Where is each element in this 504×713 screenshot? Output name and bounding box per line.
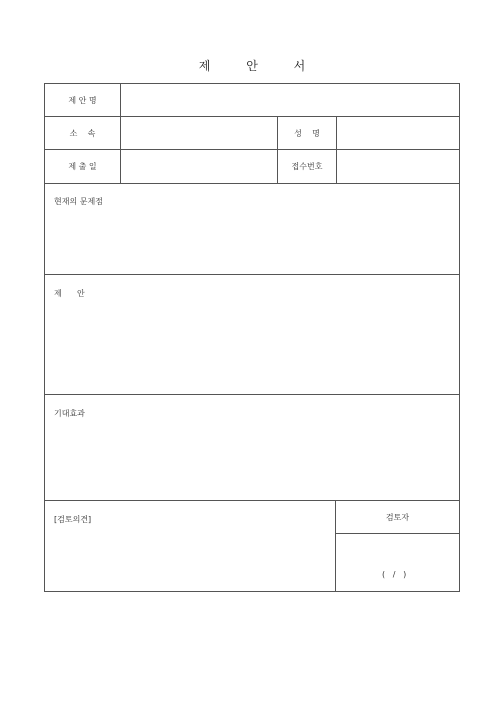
submit-date-field[interactable] — [120, 149, 278, 184]
dept-label-cell — [44, 116, 121, 150]
submit-date-label-cell — [44, 149, 121, 184]
receipt-no-label: 접수번호 — [291, 162, 323, 171]
reviewer-sign-field[interactable] — [335, 533, 460, 592]
name-field[interactable] — [336, 116, 460, 150]
problems-label: 현재의 문제점 — [54, 197, 103, 206]
dept-label: 소 속 — [69, 128, 96, 138]
effects-label: 기대효과 — [54, 409, 85, 418]
proposal-name-label-cell — [44, 83, 121, 117]
review-date-slash: ( / ) — [382, 570, 407, 579]
receipt-no-field[interactable] — [336, 149, 460, 184]
document-title — [0, 57, 504, 74]
name-label: 성 명 — [294, 128, 320, 138]
effects-section[interactable] — [44, 394, 460, 501]
submit-date-label: 제 출 일 — [68, 162, 97, 171]
title-char-1: 제 — [198, 59, 211, 73]
title-char-3: 서 — [293, 59, 306, 73]
proposal-name-label: 제 안 명 — [68, 95, 97, 105]
proposal-section[interactable] — [44, 274, 460, 395]
receipt-no-label-cell — [277, 149, 337, 184]
reviewer-label-cell — [335, 500, 460, 534]
review-opinion-label: [검토의견] — [54, 515, 92, 524]
title-char-2: 안 — [246, 59, 258, 73]
dept-field[interactable] — [120, 116, 278, 150]
proposal-label: 제 안 — [54, 289, 85, 298]
problems-section[interactable] — [44, 183, 460, 275]
proposal-name-field[interactable] — [120, 83, 460, 117]
reviewer-label: 검토자 — [385, 512, 410, 522]
name-label-cell — [277, 116, 337, 150]
